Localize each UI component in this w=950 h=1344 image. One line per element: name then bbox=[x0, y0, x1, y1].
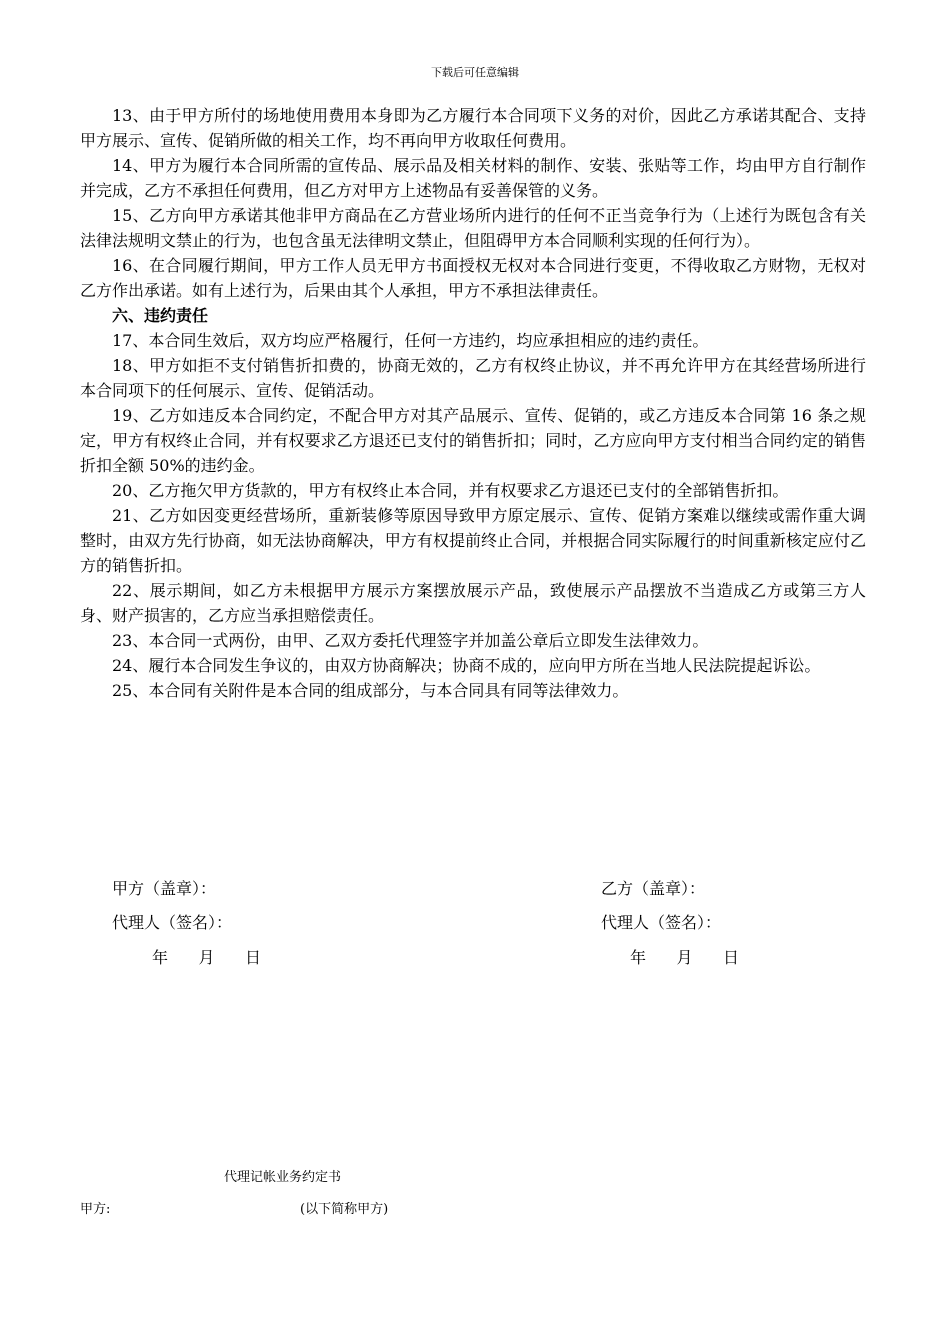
contract-body bbox=[80, 103, 866, 703]
next-document-title: 代理记帐业务约定书 bbox=[224, 1170, 342, 1185]
party-b-seal-label: 乙方（盖章）： bbox=[601, 879, 706, 898]
clause-23: 23、本合同一式两份，由甲、乙双方委托代理签字并加盖公章后立即发生法律效力。 bbox=[112, 631, 709, 650]
clause-17: 17、本合同生效后，双方均应严格履行，任何一方违约，均应承担相应的违约责任。 bbox=[112, 331, 709, 350]
clause-15: 15、乙方向甲方承诺其他非甲方商品在乙方营业场所内进行的任何不正当竞争行为（上述行为既包含有关法律法规明文禁止的行为，也包含虽无法律明文禁止，但阻碍甲方本合同顺利实现的任何行为）。 bbox=[80, 206, 866, 250]
next-document-abbrev-note: (以下简称甲方) bbox=[300, 1202, 389, 1217]
clause-16: 16、在合同履行期间，甲方工作人员无甲方书面授权无权对本合同进行变更，不得收取乙方财物，无权对乙方作出承诺。如有上述行为，后果由其个人承担，甲方不承担法律责任。 bbox=[80, 256, 866, 300]
party-a-agent-label: 代理人（签名）： bbox=[112, 913, 233, 932]
clause-24: 24、履行本合同发生争议的，由双方协商解决；协商不成的，应向甲方所在当地人民法院提起诉讼。 bbox=[112, 656, 821, 675]
clause-19: 19、乙方如违反本合同约定，不配合甲方对其产品展示、宣传、促销的，或乙方违反本合同第 16 条之规定，甲方有权终止合同，并有权要求乙方退还已支付的销售折扣；同时，乙方应向甲方支付相当合同约定的销售折扣全额 50%的违约金。 bbox=[80, 406, 866, 475]
page-header: 下载后可任意编辑 bbox=[431, 66, 519, 79]
clause-14: 14、甲方为履行本合同所需的宣传品、展示品及相关材料的制作、安装、张贴等工作，均由甲方自行制作并完成，乙方不承担任何费用，但乙方对甲方上述物品有妥善保管的义务。 bbox=[80, 156, 866, 200]
clause-21: 21、乙方如因变更经营场所，重新装修等原因导致甲方原定展示、宣传、促销方案难以继续或需作重大调整时，由双方先行协商，如无法协商解决，甲方有权提前终止合同，并根据合同实际履行的时间重新核定应付乙方的销售折扣。 bbox=[80, 506, 866, 575]
section-heading-liability: 六、违约责任 bbox=[112, 306, 209, 325]
party-b-agent-label: 代理人（签名）： bbox=[601, 913, 722, 932]
clause-22: 22、展示期间，如乙方未根据甲方展示方案摆放展示产品，致使展示产品摆放不当造成乙方或第三方人身、财产损害的，乙方应当承担赔偿责任。 bbox=[80, 581, 866, 625]
clause-25: 25、本合同有关附件是本合同的组成部分，与本合同具有同等法律效力。 bbox=[112, 681, 629, 700]
clause-20: 20、乙方拖欠甲方货款的，甲方有权终止本合同，并有权要求乙方退还已支付的全部销售折扣。 bbox=[112, 481, 789, 500]
clause-13: 13、由于甲方所付的场地使用费用本身即为乙方履行本合同项下义务的对价，因此乙方承诺其配合、支持甲方展示、宣传、促销所做的相关工作，均不再向甲方收取任何费用。 bbox=[80, 106, 866, 150]
clause-18: 18、甲方如拒不支付销售折扣费的，协商无效的，乙方有权终止协议，并不再允许甲方在其经营场所进行本合同项下的任何展示、宣传、促销活动。 bbox=[80, 356, 866, 400]
party-a-date-label: 年 月 日 bbox=[152, 948, 262, 967]
next-document-party-label: 甲方: bbox=[80, 1202, 111, 1217]
party-b-date-label: 年 月 日 bbox=[630, 948, 740, 967]
party-a-seal-label: 甲方（盖章）： bbox=[112, 879, 217, 898]
